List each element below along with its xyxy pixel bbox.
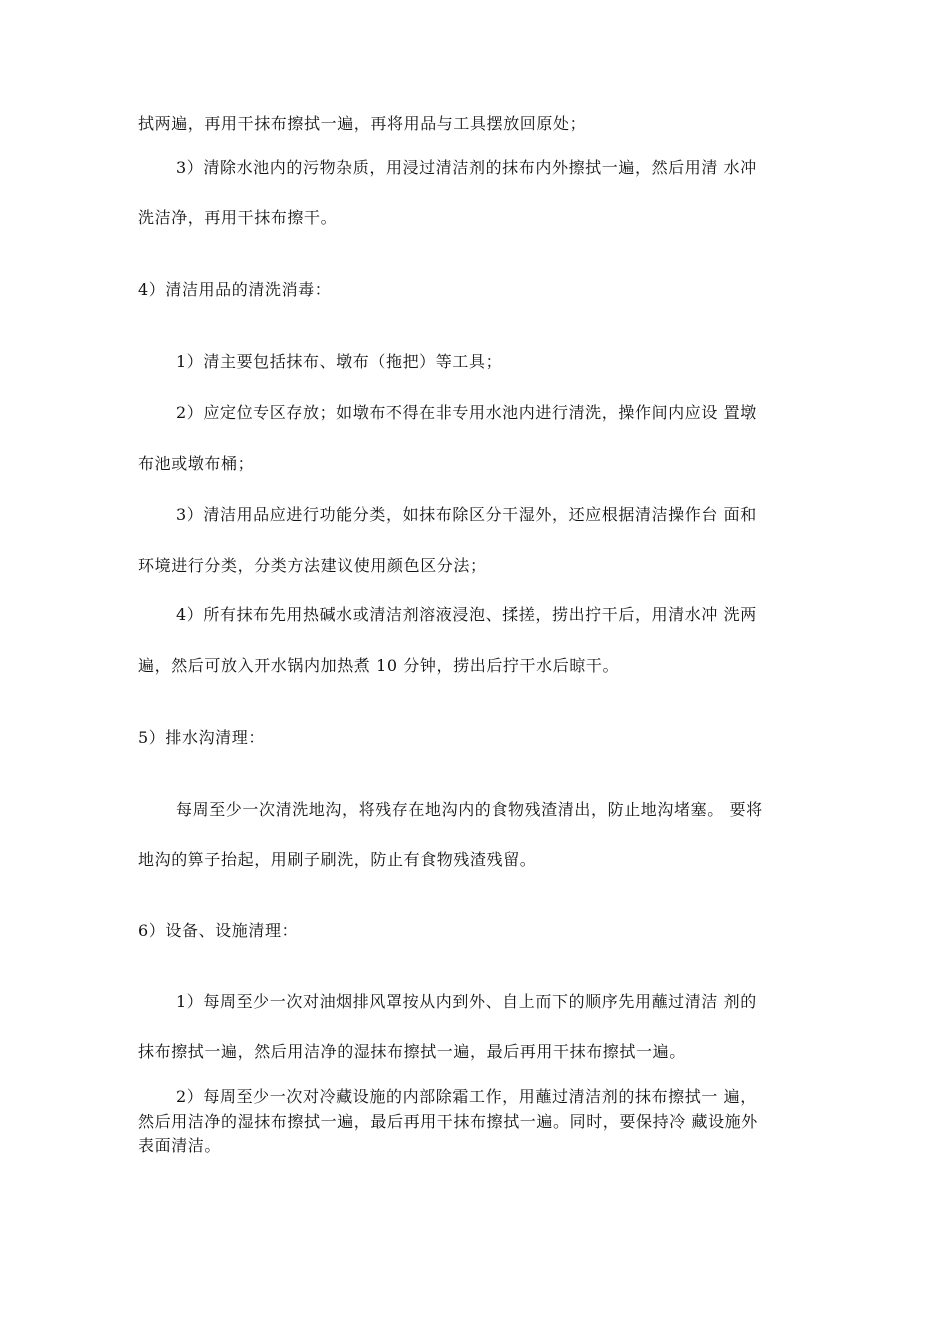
section-heading: 4）清洁用品的清洗消毒：	[138, 280, 332, 299]
text-line: 1）每周至少一次对油烟排风罩按从内到外、自上而下的顺序先用蘸过清洁 剂的	[176, 992, 757, 1011]
text-line: 洗洁净，再用干抹布擦干。	[138, 208, 338, 227]
text-line: 布池或墩布桶；	[138, 454, 255, 473]
text-line: 抹布擦拭一遍，然后用洁净的湿抹布擦拭一遍，最后再用干抹布擦拭一遍。	[138, 1042, 686, 1061]
text-line: 拭两遍，再用干抹布擦拭一遍，再将用品与工具摆放回原处；	[138, 114, 587, 133]
text-line: 4）所有抹布先用热碱水或清洁剂溶液浸泡、揉搓，捞出拧干后，用清水冲 洗两	[176, 605, 757, 624]
text-line: 地沟的箅子抬起，用刷子刷洗，防止有食物残渣残留。	[138, 850, 537, 869]
text-line: 表面清洁。	[138, 1136, 222, 1155]
text-line: 然后用洁净的湿抹布擦拭一遍，最后再用干抹布擦拭一遍。同时，要保持冷 藏设施外	[138, 1112, 758, 1131]
section-heading: 6）设备、设施清理：	[138, 921, 299, 940]
text-line: 3）清洁用品应进行功能分类，如抹布除区分干湿外，还应根据清洁操作台 面和	[176, 505, 757, 524]
text-line: 环境进行分类，分类方法建议使用颜色区分法；	[138, 556, 487, 575]
text-line: 每周至少一次清洗地沟，将残存在地沟内的食物残渣清出，防止地沟堵塞。 要将	[176, 800, 763, 819]
text-line: 2）应定位专区存放；如墩布不得在非专用水池内进行清洗，操作间内应设 置墩	[176, 403, 757, 422]
text-line: 3）清除水池内的污物杂质，用浸过清洁剂的抹布内外擦拭一遍，然后用清 水冲	[176, 158, 757, 177]
text-line: 遍，然后可放入开水锅内加热煮 10 分钟，捞出后拧干水后晾干。	[138, 656, 620, 675]
section-heading: 5）排水沟清理：	[138, 728, 265, 747]
text-line: 1）清主要包括抹布、墩布（拖把）等工具；	[176, 352, 503, 371]
text-line: 2）每周至少一次对冷藏设施的内部除霜工作，用蘸过清洁剂的抹布擦拭一 遍，	[176, 1087, 757, 1106]
